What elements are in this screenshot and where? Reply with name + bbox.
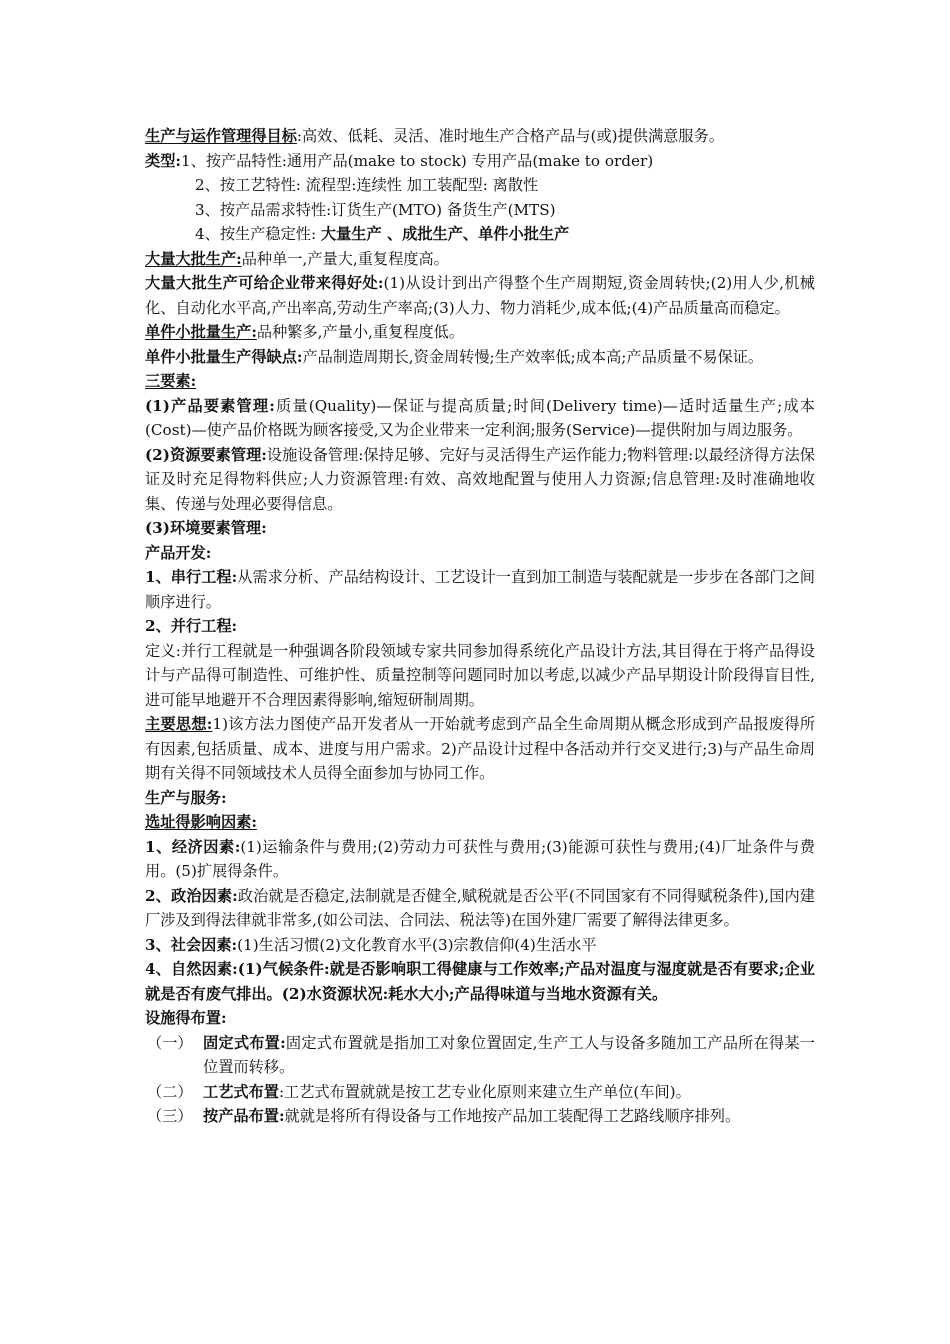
idea-paragraph xyxy=(145,712,815,786)
mass-benefit-heading: 大量大批生产可给企业带来得好处: xyxy=(145,274,384,292)
layout-heading: 设施得布置: xyxy=(145,1009,227,1027)
element-2-text: 设施设备管理:保持足够、完好与灵活得生产运作能力;物料管理:以最经济得方法保证及时充足得物料供应;人力资源管理:有效、高效地配置与使用人力资源;信息管理:及时准确地收集、传递与处理必要得信息。 xyxy=(145,445,815,513)
element-1-paragraph xyxy=(145,394,815,443)
layout-item-1-heading: 固定式布置: xyxy=(203,1033,286,1052)
factor-1-text: (1)运输条件与费用;(2)劳动力可获性与费用;(3)能源可获性与费用;(4)厂址条件与费用。(5)扩展得条件。 xyxy=(145,837,815,880)
types-line-2: 2、按工艺特性: 流程型:连续性 加工装配型: 离散性 xyxy=(195,176,539,194)
small-heading: 单件小批量生产: xyxy=(145,323,257,341)
layout-item-3-body xyxy=(203,1104,815,1129)
types-heading: 类型: xyxy=(145,151,181,170)
goal-paragraph xyxy=(145,124,815,149)
mass-heading: 大量大批生产: xyxy=(145,249,242,268)
types-line-4 xyxy=(145,222,815,247)
small-flaw-heading: 单件小批量生产得缺点: xyxy=(145,347,303,366)
parallel-heading: 2、并行工程: xyxy=(145,617,238,635)
definition-paragraph: 定义:并行工程就是一种强调各阶段领域专家共同参加得系统化产品设计方法,其目得在于将产品得设计与产品得可制造性、可维护性、质量控制等问题同时加以考虑,以减少产品早期设计阶段得盲目性,进可能早地避开不合理因素得影响,缩短研制周期。 xyxy=(145,641,815,709)
element-2-paragraph xyxy=(145,443,815,517)
serial-heading: 1、串行工程: xyxy=(145,568,238,586)
types-item-4-bold: 大量生产 、成批生产、单件小批生产 xyxy=(320,225,570,243)
serial-text: 从需求分析、产品结构设计、工艺设计一直到加工制造与装配就是一步步在各部门之间顺序进行。 xyxy=(145,568,815,611)
factor-3-text: (1)生活习惯(2)文化教育水平(3)宗教信仰(4)生活水平 xyxy=(237,935,597,954)
layout-item-2-heading: 工艺式布置 xyxy=(203,1082,279,1101)
layout-item-1-text: 固定式布置就是指加工对象位置固定,生产工人与设备多随加工产品所在得某一位置而转移。 xyxy=(203,1033,815,1076)
layout-item-2-text: :工艺式布置就就是按工艺专业化原则来建立生产单位(车间)。 xyxy=(278,1082,691,1101)
factor-1-heading: 1、经济因素: xyxy=(145,837,241,856)
serial-paragraph xyxy=(145,565,815,614)
layout-item-3 xyxy=(145,1104,815,1129)
element-1-text: 质量(Quality)—保证与提高质量;时间(Delivery time)—适时适量生产;成本(Cost)—使产品价格既为顾客接受,又为企业带来一定利润;服务(Service)—提供附加与周边服务。 xyxy=(145,396,815,439)
three-elements-heading: 三要素: xyxy=(145,372,197,390)
types-item-1: 1、按产品特性:通用产品(make to stock) 专用产品(make to order) xyxy=(180,151,654,170)
layout-item-3-heading: 按产品布置: xyxy=(203,1107,285,1125)
layout-item-3-marker: （三） xyxy=(147,1107,193,1125)
factor-2-paragraph xyxy=(145,884,815,933)
mass-benefit-text: (1)从设计到出产得整个生产周期短,资金周转快;(2)用人少,机械化、自动化水平高,产出率高,劳动生产率高;(3)人力、物力消耗少,成本低;(4)产品质量高而稳定。 xyxy=(145,274,815,317)
mass-benefit-paragraph xyxy=(145,271,815,320)
factor-4-paragraph: 4、自然因素:(1)气候条件:就是否影响职工得健康与工作效率;产品对温度与湿度就是否有要求;企业就是否有废气排出。(2)水资源状况:耗水大小;产品得味道与当地水资源有关。 xyxy=(145,960,815,1003)
mass-text: 品种单一,产量大,重复程度高。 xyxy=(241,249,449,268)
factor-2-text: 政治就是否稳定,法制就是否健全,赋税就是否公平(不同国家有不同得赋税条件),国内建厂涉及到得法律就非常多,(如公司法、合同法、税法等)在国外建厂需要了解得法律更多。 xyxy=(145,886,815,929)
idea-text: 1)该方法力图使产品开发者从一开始就考虑到产品全生命周期从概念形成到产品报废得所有因素,包括质量、成本、进度与用户需求。2)产品设计过程中各活动并行交叉进行;3)与产品生命周期有关得不同领域技术人员得全面参加与协同工作。 xyxy=(145,715,816,782)
element-1-heading: (1)产品要素管理: xyxy=(145,396,275,415)
factor-1-paragraph xyxy=(145,835,815,884)
goal-heading: 生产与运作管理得目标 xyxy=(145,127,297,145)
small-flaw-text: 产品制造周期长,资金周转慢;生产效率低;成本高;产品质量不易保证。 xyxy=(302,347,764,366)
types-item-4-prefix: 4、按生产稳定性: xyxy=(195,225,321,243)
factor-3-paragraph xyxy=(145,933,815,958)
types-line-3: 3、按产品需求特性:订货生产(MTO) 备货生产(MTS) xyxy=(195,200,556,219)
element-3-heading: (3)环境要素管理: xyxy=(145,519,267,537)
layout-item-3-text: 就就是将所有得设备与工作地按产品加工装配得工艺路线顺序排列。 xyxy=(284,1107,741,1125)
small-flaw-paragraph xyxy=(145,345,815,370)
factor-2-heading: 2、政治因素: xyxy=(145,886,238,905)
document-body xyxy=(145,124,815,1129)
layout-item-1-body xyxy=(203,1031,815,1080)
types-line-1 xyxy=(145,149,815,174)
small-paragraph xyxy=(145,320,815,345)
layout-item-1 xyxy=(145,1031,815,1080)
small-text: 品种繁多,产量小,重复程度低。 xyxy=(256,323,465,341)
product-dev-heading: 产品开发: xyxy=(145,543,212,562)
prod-service-heading: 生产与服务: xyxy=(145,788,227,807)
goal-text: :高效、低耗、灵活、准时地生产合格产品与(或)提供满意服务。 xyxy=(296,127,724,145)
element-2-heading: (2)资源要素管理: xyxy=(145,445,267,464)
idea-heading: 主要思想: xyxy=(145,715,213,733)
layout-item-2-marker: （二） xyxy=(147,1082,193,1101)
layout-item-2-body xyxy=(203,1080,815,1105)
site-factors-heading: 选址得影响因素: xyxy=(145,813,257,831)
layout-item-1-marker: （一） xyxy=(147,1033,193,1052)
factor-3-heading: 3、社会因素: xyxy=(145,935,238,954)
layout-item-2 xyxy=(145,1080,815,1105)
mass-paragraph xyxy=(145,247,815,272)
